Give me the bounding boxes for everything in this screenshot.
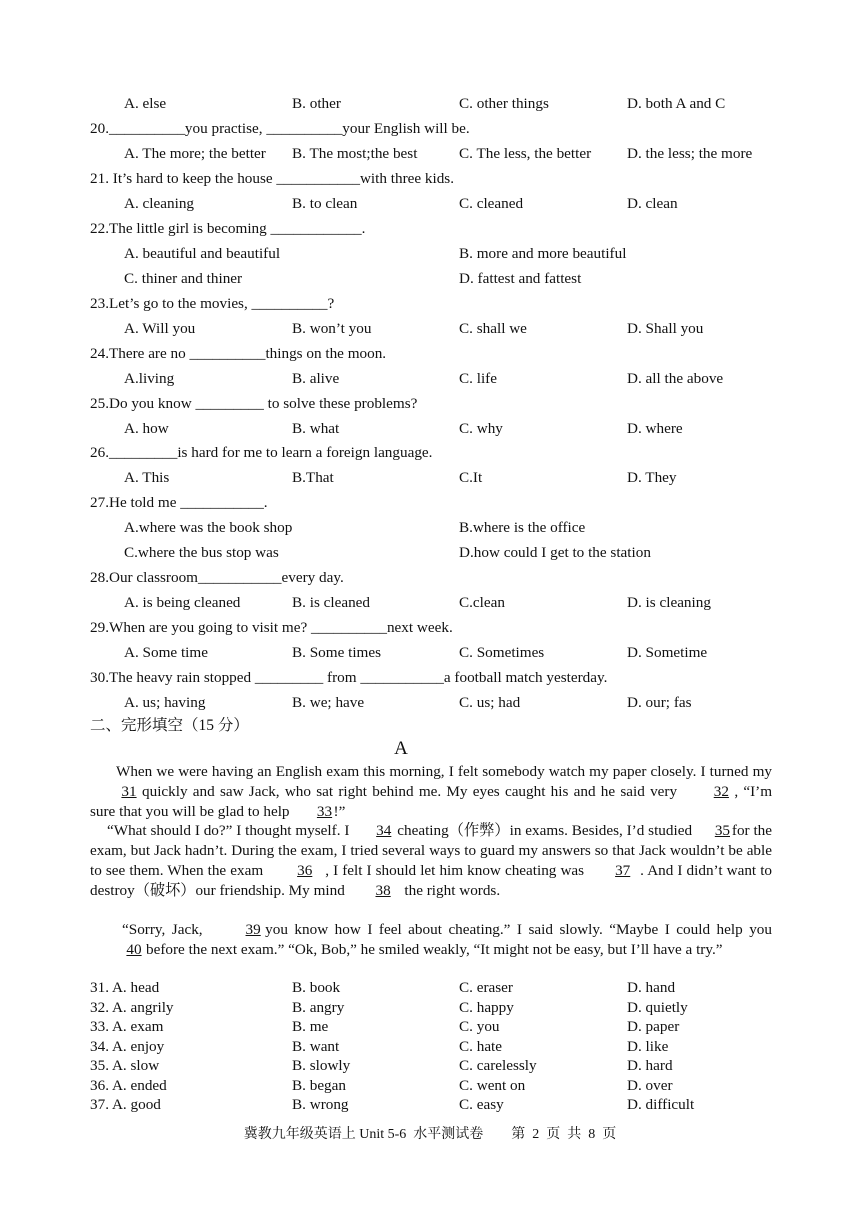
option-a: 35. A. slow <box>90 1057 160 1074</box>
option-b: B. what <box>292 420 340 437</box>
cloze-options-33 <box>90 1017 780 1037</box>
option-c: C. cleaned <box>459 195 524 212</box>
option-a: A.where was the book shop <box>124 519 293 536</box>
option-d: D. where <box>627 420 683 437</box>
option-c: C. you <box>459 1018 500 1035</box>
option-a: 31. A. head <box>90 979 160 996</box>
blank-32: 32 <box>713 782 729 800</box>
option-d: D. over <box>627 1076 673 1094</box>
passage-title: A <box>394 738 408 759</box>
q21-options <box>90 194 780 214</box>
option-b: B. book <box>292 979 341 996</box>
cloze-options-34 <box>90 1037 780 1057</box>
question-29 <box>90 618 453 638</box>
option-b: B. is cleaned <box>292 594 371 611</box>
option-d: D. Shall you <box>627 320 704 337</box>
option-a: A. cleaning <box>124 195 195 212</box>
question-number: 23. <box>90 295 109 312</box>
question-number: 26. <box>90 444 109 461</box>
question-27 <box>90 493 268 513</box>
option-a: A. us; having <box>124 694 206 711</box>
question-stem: The heavy rain stopped _________ from ___________a football match yesterday. <box>108 669 608 686</box>
option-c: C. thiner and thiner <box>124 270 243 287</box>
option-d: D. difficult <box>627 1096 695 1113</box>
q30-options <box>90 693 780 713</box>
option-a: A. This <box>124 469 170 486</box>
passage-paragraph-3: “Sorry, Jack, 39 you know how I feel about cheating.” I said slowly. “Maybe I could help you 40 before the next exam.” “Ok, Bob,” he smiled weakly, “It might not be easy, but I’ll have a try.” <box>90 920 772 960</box>
option-d: D. the less; the more <box>627 145 753 162</box>
option-c: C. Sometimes <box>459 644 545 661</box>
question-stem: It’s hard to keep the house ___________with three kids. <box>108 170 455 187</box>
blank-40: 40 <box>126 940 142 958</box>
question-26 <box>90 443 432 463</box>
option-d: D. like <box>627 1037 669 1055</box>
option-a: 33. A. exam <box>90 1018 164 1035</box>
q27-options-row2 <box>90 543 780 563</box>
passage-paragraph-1: When we were having an English exam this morning, I felt somebody watch my paper closely. I turned my31 quickly and saw Jack, who sat right behind me. My eyes caught his and he said very 32 , “I’m sure that you will be glad to help 33!” <box>90 763 773 820</box>
option-b: B.That <box>292 469 334 486</box>
question-stem: __________you practise, __________your English will be. <box>108 120 470 137</box>
question-number: 20. <box>90 120 109 137</box>
question-21 <box>90 169 454 189</box>
option-b: B. won’t you <box>292 320 372 337</box>
blank-38: 38 <box>375 881 391 899</box>
cloze-options-31 <box>90 978 780 998</box>
option-c: C. The less, the better <box>459 145 592 162</box>
option-c: C. went on <box>459 1076 526 1094</box>
question-number: 30. <box>90 669 109 686</box>
option-d: D. hard <box>627 1057 673 1074</box>
option-a: A. Will you <box>124 320 196 337</box>
question-28 <box>90 568 344 588</box>
question-stem: There are no __________things on the moon. <box>108 345 387 362</box>
option-c: C.where the bus stop was <box>124 544 279 561</box>
question-number: 25. <box>90 395 109 412</box>
q26-options <box>90 468 780 488</box>
option-d: D. clean <box>627 195 678 212</box>
option-a: A. is being cleaned <box>124 594 241 611</box>
option-a: 34. A. enjoy <box>90 1037 165 1055</box>
blank-35: 35 <box>714 822 730 839</box>
option-c: C.clean <box>459 594 505 611</box>
cloze-options-37 <box>90 1095 780 1115</box>
question-22 <box>90 219 365 239</box>
q19-options <box>90 94 780 114</box>
option-c: C. hate <box>459 1037 503 1055</box>
option-d: D. paper <box>627 1018 680 1035</box>
option-b: B. began <box>292 1076 346 1094</box>
option-d: D. quietly <box>627 998 688 1016</box>
option-d: D. is cleaning <box>627 594 711 611</box>
option-b: B. more and more beautiful <box>459 245 627 262</box>
q25-options <box>90 419 780 439</box>
option-d: D. both A and C <box>627 95 726 112</box>
question-stem: When are you going to visit me? __________next week. <box>108 619 453 636</box>
option-c: C. happy <box>459 998 514 1016</box>
question-stem: _________is hard for me to learn a foreign language. <box>108 444 433 461</box>
option-a: A. how <box>124 420 169 437</box>
cloze-options-36 <box>90 1076 780 1096</box>
q22-options-row2 <box>90 269 780 289</box>
q20-options <box>90 144 780 164</box>
option-a: A. beautiful and beautiful <box>124 245 281 262</box>
option-b: B. alive <box>292 370 340 387</box>
question-number: 28. <box>90 569 109 586</box>
option-b: B. slowly <box>292 1057 351 1074</box>
option-b: B. to clean <box>292 195 358 212</box>
question-number: 22. <box>90 220 109 237</box>
section-heading: 二、完形填空（15 分） <box>90 717 249 734</box>
question-number: 21. <box>90 170 109 187</box>
blank-34: 34 <box>376 822 392 839</box>
option-b: B. me <box>292 1018 329 1035</box>
option-b: B. want <box>292 1037 340 1055</box>
option-a: A.living <box>124 370 175 387</box>
option-b: B. wrong <box>292 1096 349 1113</box>
option-a: 37. A. good <box>90 1096 161 1113</box>
option-d: D. hand <box>627 979 676 996</box>
option-c: C. us; had <box>459 694 521 711</box>
q27-options-row1 <box>90 518 780 538</box>
option-a: A. else <box>124 95 167 112</box>
question-30 <box>90 668 607 688</box>
blank-39: 39 <box>245 921 261 938</box>
blank-33: 33 <box>316 802 333 820</box>
question-stem: Let’s go to the movies, __________? <box>108 295 335 312</box>
option-b: B. other <box>292 95 341 112</box>
option-b: B. we; have <box>292 694 365 711</box>
q23-options <box>90 319 780 339</box>
q29-options <box>90 643 780 663</box>
option-d: D. all the above <box>627 370 724 387</box>
blank-31: 31 <box>121 782 137 800</box>
option-c: C. easy <box>459 1096 504 1113</box>
question-number: 27. <box>90 494 109 511</box>
q24-options <box>90 369 780 389</box>
option-d: D.how could I get to the station <box>459 544 651 561</box>
question-stem: Do you know _________ to solve these problems? <box>108 395 418 412</box>
question-20 <box>90 119 470 139</box>
question-23 <box>90 294 334 314</box>
cloze-options-35 <box>90 1056 780 1076</box>
option-d: D. They <box>627 469 677 486</box>
passage-paragraph-2: “What should I do?” I thought myself. I 34 cheating（作弊）in exams. Besides, I’d studied 35 for the exam, but Jack hadn’t. During the exam, I tried several ways to guard my answers so that Jack wouldn’t be able to see them. When the exam 36 , I felt I should let him know cheating was 37 . And I didn’t want to destroy（破坏）our friendship. My mind 38 the right words. <box>90 822 773 899</box>
option-c: C. shall we <box>459 320 527 337</box>
cloze-options-32 <box>90 998 780 1018</box>
option-c: C. why <box>459 420 503 437</box>
option-c: C. carelessly <box>459 1057 537 1074</box>
question-stem: Our classroom___________every day. <box>108 569 344 586</box>
page-footer: 冀教九年级英语上 Unit 5-6 水平测试卷 第 2 页 共 8 页 <box>243 1127 617 1142</box>
option-a: 32. A. angrily <box>90 998 174 1016</box>
option-d: D. our; fas <box>627 694 692 711</box>
option-c: C. eraser <box>459 979 513 996</box>
question-25 <box>90 394 417 414</box>
option-b: B. angry <box>292 998 345 1016</box>
option-a: A. The more; the better <box>124 145 266 162</box>
option-b: B. The most;the best <box>292 145 418 162</box>
question-stem: He told me ___________. <box>108 494 268 511</box>
option-a: A. Some time <box>124 644 208 661</box>
option-a: 36. A. ended <box>90 1076 167 1094</box>
option-c: C.It <box>459 469 483 486</box>
question-stem: The little girl is becoming ____________. <box>108 220 366 237</box>
option-b: B.where is the office <box>459 519 586 536</box>
option-d: D. Sometime <box>627 644 708 661</box>
blank-37: 37 <box>615 861 631 879</box>
option-c: C. other things <box>459 95 549 112</box>
q22-options-row1 <box>90 244 780 264</box>
q28-options <box>90 593 780 613</box>
option-c: C. life <box>459 370 497 387</box>
question-number: 24. <box>90 345 109 362</box>
question-number: 29. <box>90 619 109 636</box>
blank-36: 36 <box>297 861 313 879</box>
question-24 <box>90 344 386 364</box>
option-d: D. fattest and fattest <box>459 270 582 287</box>
option-b: B. Some times <box>292 644 382 661</box>
